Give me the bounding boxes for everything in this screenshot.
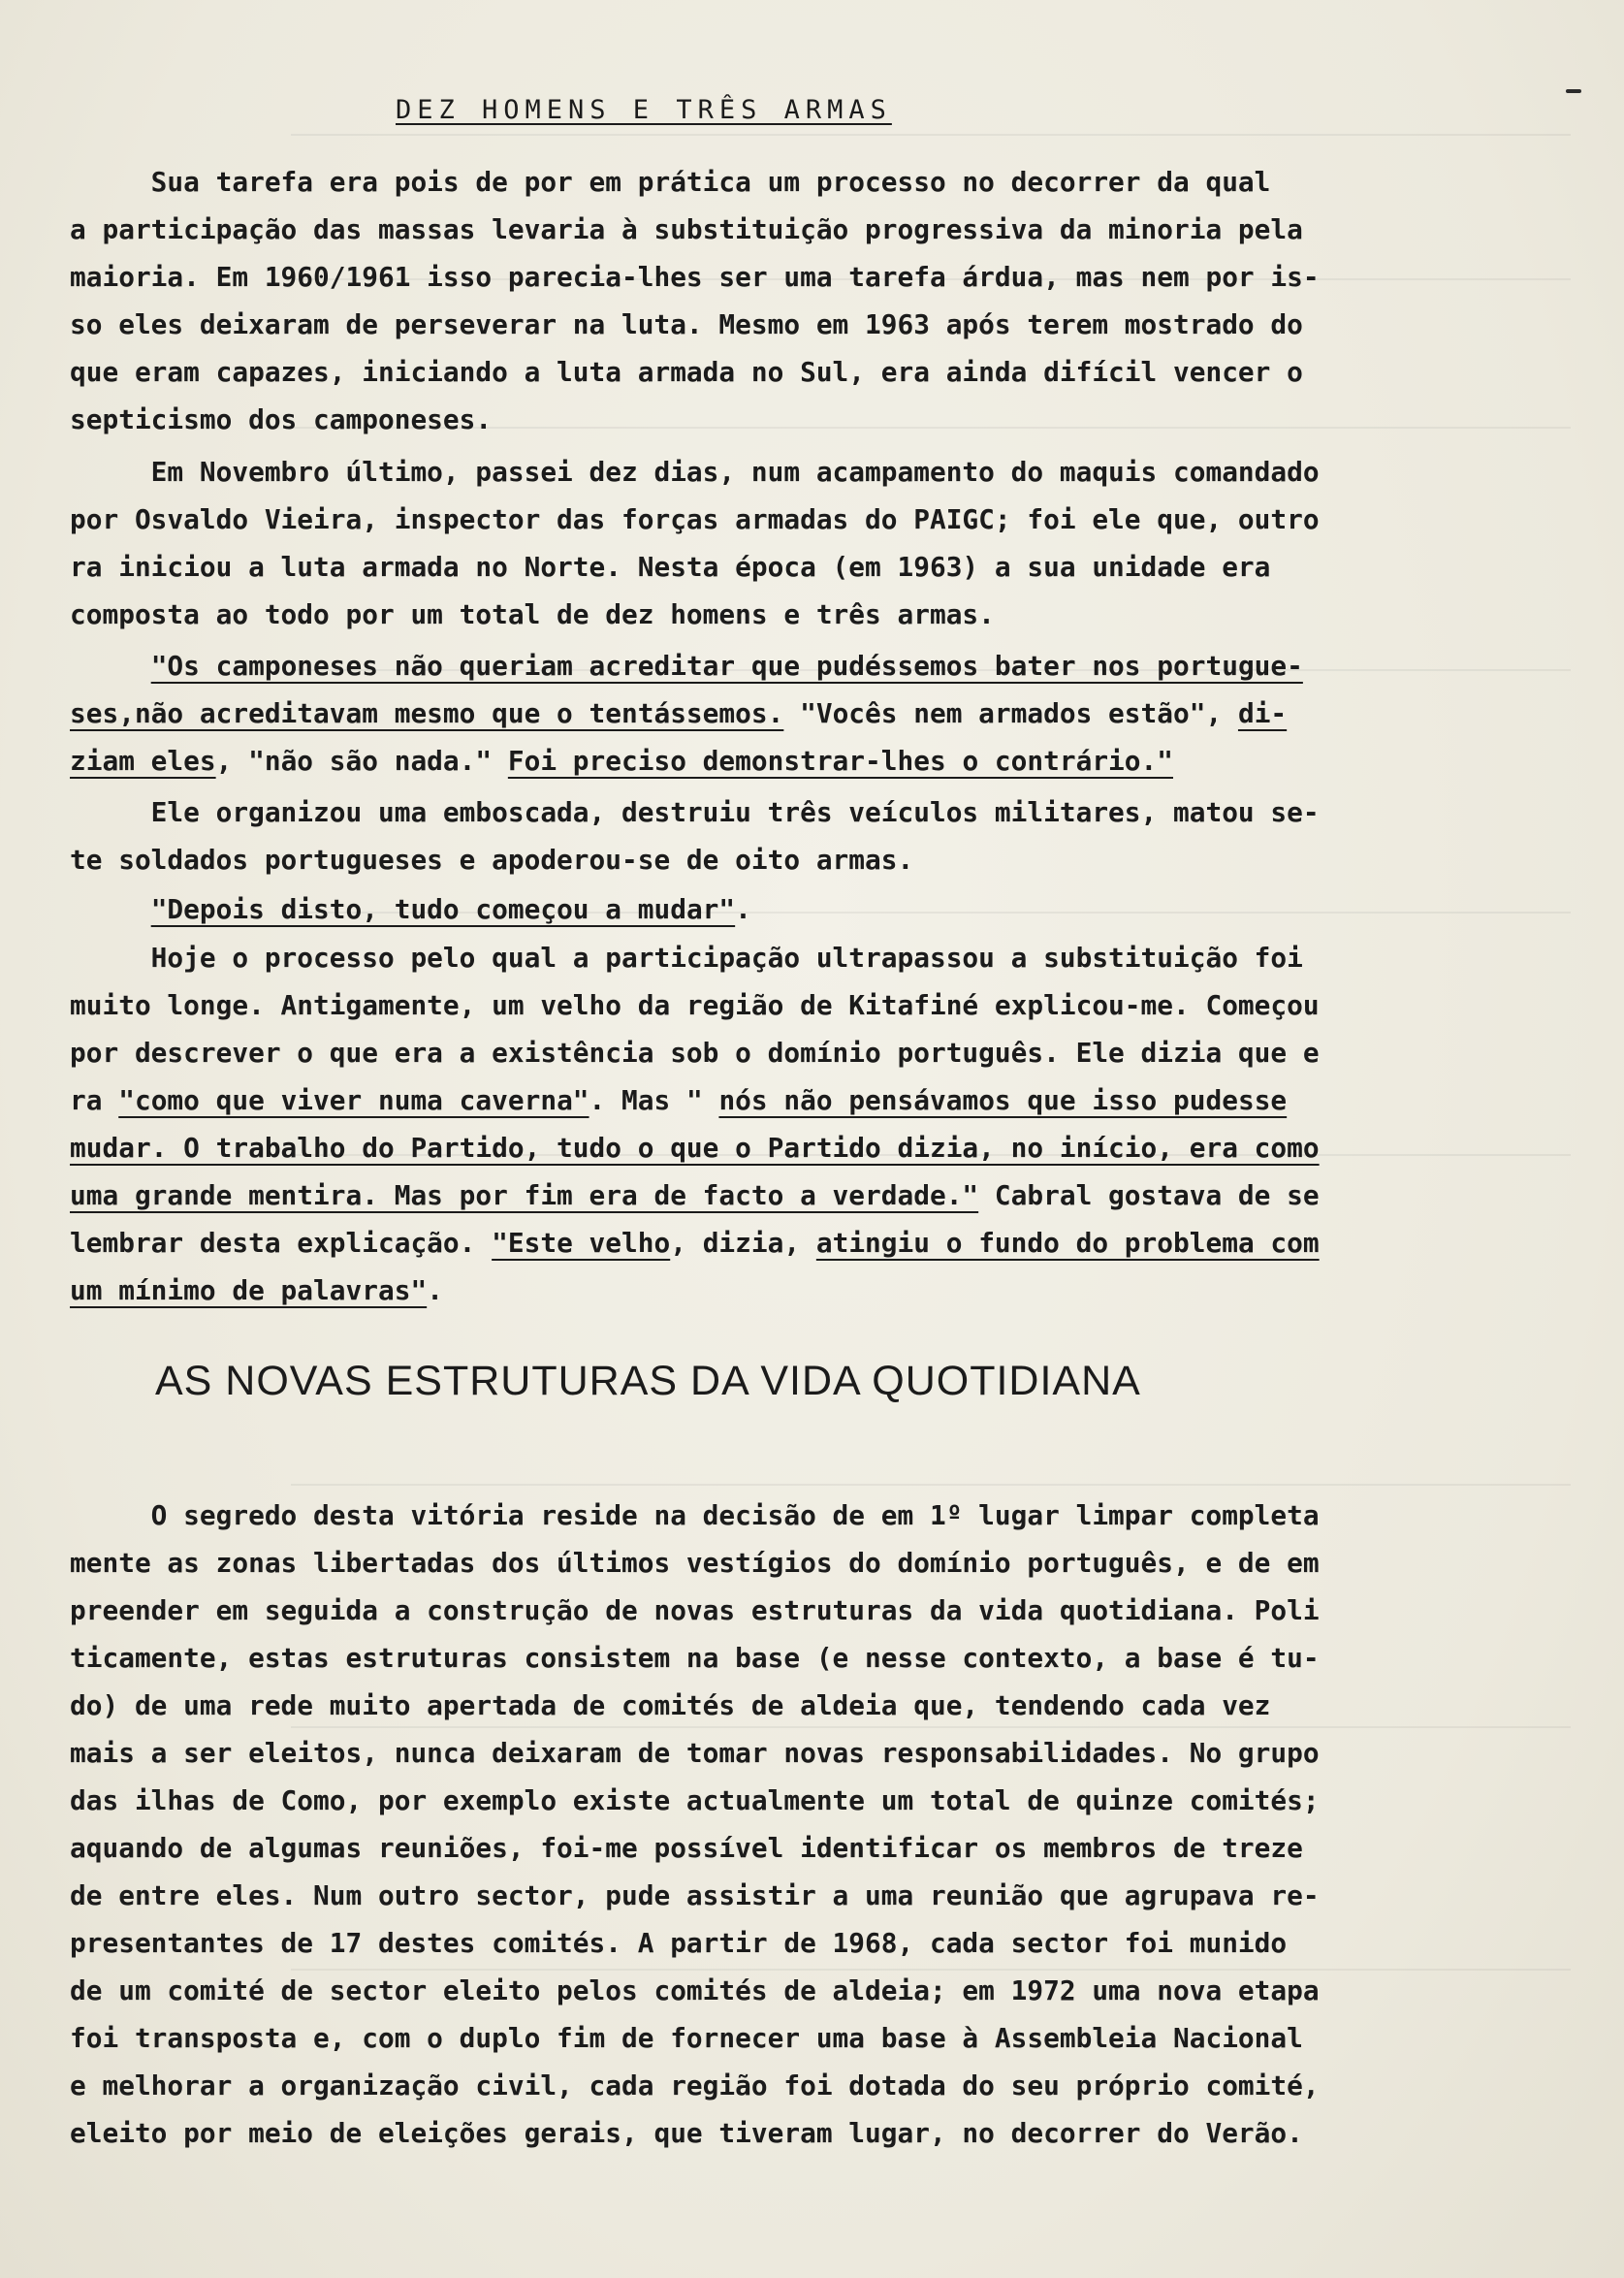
text-line: so eles deixaram de perseverar na luta. Mesmo em 1963 após terem mostrado do [70, 308, 1303, 340]
text-line underlined: ziam eles, "não são nada." Foi preciso demonstrar-lhes o contrário." [70, 745, 1173, 777]
text-line: Sua tarefa era pois de por em prática um processo no decorrer da qual [70, 166, 1271, 198]
text-line: septicismo dos camponeses. [70, 403, 493, 435]
text-line underlined: uma grande mentira. Mas por fim era de facto a verdade." Cabral gostava de se [70, 1179, 1320, 1211]
text-line: presentantes de 17 destes comités. A partir de 1968, cada sector foi munido [70, 1927, 1288, 1959]
text-line: a participação das massas levaria à substituição progressiva da minoria pela [70, 213, 1303, 245]
text-line: ticamente, estas estruturas consistem na base (e nesse contexto, a base é tu- [70, 1642, 1320, 1674]
text-line: Ele organizou uma emboscada, destruiu três veículos militares, matou se- [70, 796, 1320, 828]
text-line: preender em seguida a construção de novas estruturas da vida quotidiana. Poli [70, 1594, 1320, 1626]
text-line: mais a ser eleitos, nunca deixaram de tomar novas responsabilidades. No grupo [70, 1737, 1320, 1769]
page-title: DEZ HOMENS E TRÊS ARMAS [396, 95, 892, 125]
text-line: Em Novembro último, passei dez dias, num acampamento do maquis comandado [70, 456, 1320, 488]
text-line underlined: mudar. O trabalho do Partido, tudo o que o Partido dizia, no início, era como [70, 1132, 1320, 1164]
text-line: que eram capazes, iniciando a luta armada no Sul, era ainda difícil vencer o [70, 356, 1303, 388]
text-line: eleito por meio de eleições gerais, que tiveram lugar, no decorrer do Verão. [70, 2117, 1303, 2149]
section-heading: AS NOVAS ESTRUTURAS DA VIDA QUOTIDIANA [155, 1358, 1141, 1404]
text-line: Hoje o processo pelo qual a participação ultrapassou a substituição foi [70, 942, 1303, 974]
text-line underlined: ses,não acreditavam mesmo que o tentássemos. "Vocês nem armados estão", di- [70, 697, 1288, 729]
text-line: de um comité de sector eleito pelos comités de aldeia; em 1972 uma nova etapa [70, 1974, 1320, 2006]
text-line: muito longe. Antigamente, um velho da região de Kitafiné explicou-me. Começou [70, 989, 1320, 1021]
text-line underlined: "Depois disto, tudo começou a mudar". [150, 893, 751, 925]
text-line underlined: ra "como que viver numa caverna". Mas " nós não pensávamos que isso pudesse [70, 1084, 1288, 1116]
text-line: maioria. Em 1960/1961 isso parecia-lhes ser uma tarefa árdua, mas nem por is- [70, 261, 1320, 293]
corner-mark [1566, 89, 1581, 93]
text-line underlined: lembrar desta explicação. "Este velho, dizia, atingiu o fundo do problema com [70, 1227, 1320, 1259]
text-line: composta ao todo por um total de dez homens e três armas. [70, 598, 995, 630]
text-line: por Osvaldo Vieira, inspector das forças armadas do PAIGC; foi ele que, outro [70, 503, 1320, 535]
text-line: e melhorar a organização civil, cada região foi dotada do seu próprio comité, [70, 2069, 1320, 2102]
text-line: do) de uma rede muito apertada de comités de aldeia que, tendendo cada vez [70, 1689, 1271, 1721]
text-line: ra iniciou a luta armada no Norte. Nesta época (em 1963) a sua unidade era [70, 551, 1271, 583]
text-line: de entre eles. Num outro sector, pude assistir a uma reunião que agrupava re- [70, 1879, 1320, 1911]
text-line: aquando de algumas reuniões, foi-me possível identificar os membros de treze [70, 1832, 1303, 1864]
text-line: por descrever o que era a existência sob o domínio português. Ele dizia que e [70, 1037, 1320, 1069]
text-line underlined: "Os camponeses não queriam acreditar que pudéssemos bater nos portugue- [150, 650, 1303, 682]
text-line underlined: um mínimo de palavras". [70, 1274, 443, 1306]
text-line: foi transposta e, com o duplo fim de fornecer uma base à Assembleia Nacional [70, 2022, 1303, 2054]
text-line: das ilhas de Como, por exemplo existe actualmente um total de quinze comités; [70, 1784, 1320, 1816]
text-line: O segredo desta vitória reside na decisão de em 1º lugar limpar completa [70, 1499, 1320, 1531]
text-line: mente as zonas libertadas dos últimos vestígios do domínio português, e de em [70, 1547, 1320, 1579]
text-line: te soldados portugueses e apoderou-se de oito armas. [70, 844, 914, 876]
